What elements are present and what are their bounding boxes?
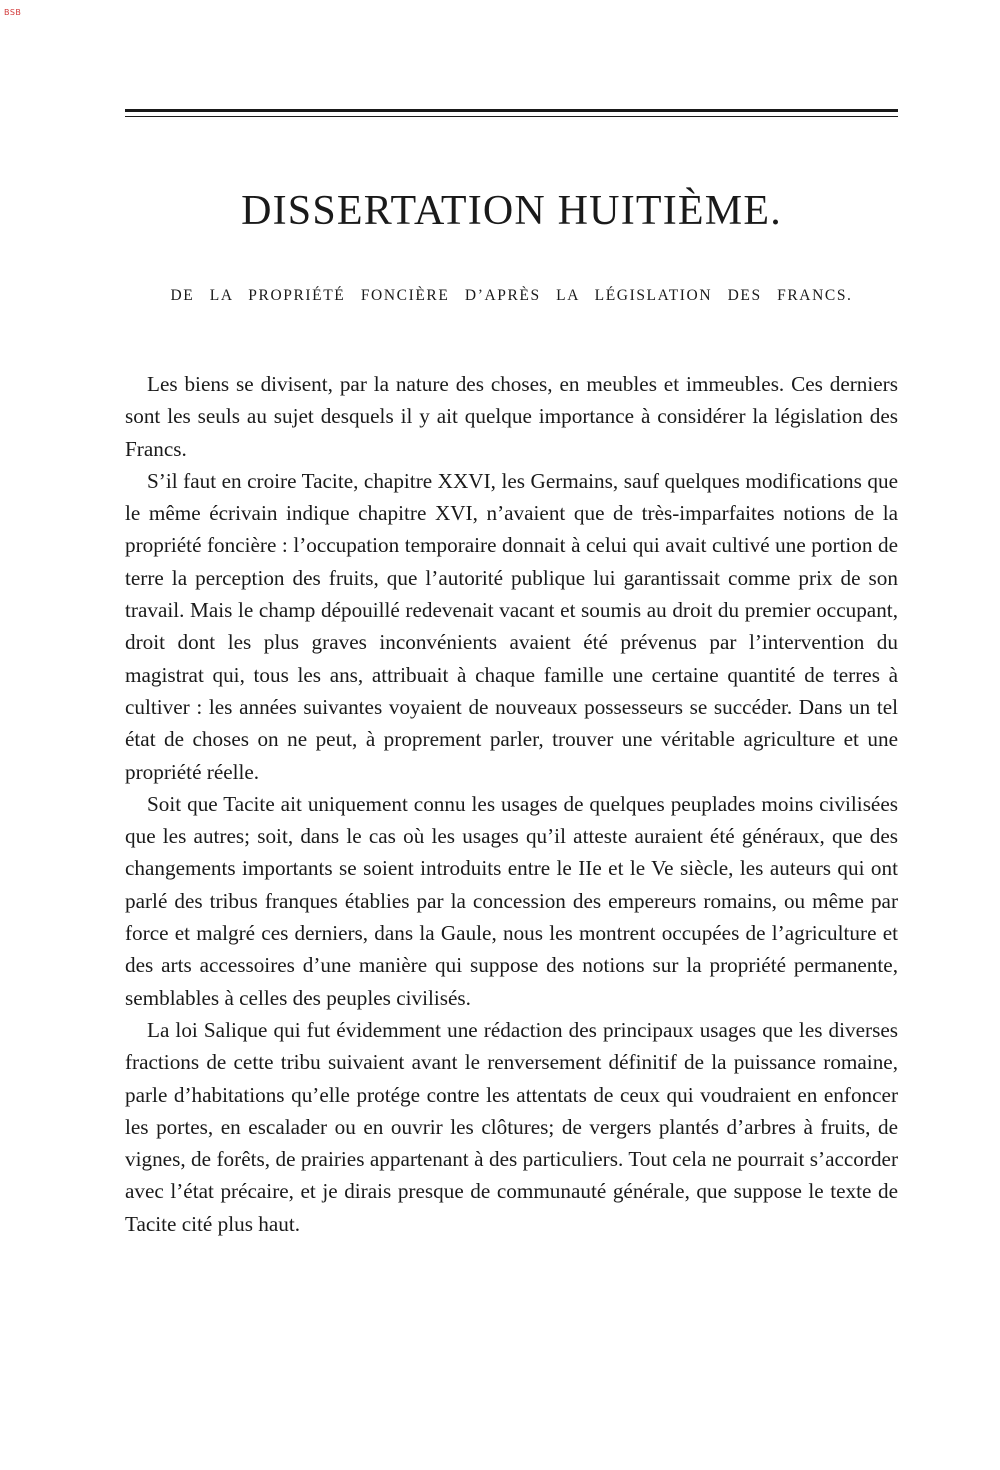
header-rule-thin	[125, 116, 898, 117]
page-title: DISSERTATION HUITIÈME.	[241, 188, 782, 234]
paragraph-2: S’il faut en croire Tacite, chapitre XXVI, les Germains, sauf quelques modifications que le même écrivain indique chapitre XVI, n’avaient que de très-imparfaites notions de la propriété foncière : l’occupation temporaire donnait à celui qui avait cultivé une portion de terre la perception des fruits, que l’autorité publique lui garantissait comme prix de son travail. Mais le champ dépouillé redevenait vacant et soumis au droit du premier occupant, droit dont les plus graves inconvénients avaient été prévenus par l’intervention du magistrat qui, tous les ans, attribuait à chaque famille une certaine quantité de terres à cultiver : les années suivantes voyaient de nouveaux possesseurs se succéder. Dans un tel état de choses on ne peut, à proprement parler, trouver une véritable agriculture et une propriété réelle.	[125, 468, 898, 784]
header-rule-thick	[125, 109, 898, 112]
library-stamp: BSB	[4, 8, 22, 17]
paragraph-1: Les biens se divisent, par la nature des choses, en meubles et immeubles. Ces derniers sont les seuls au sujet desquels il y ait quelque importance à considérer la législation des Francs.	[125, 372, 898, 461]
body-text	[125, 368, 898, 1240]
paragraph-4: La loi Salique qui fut évidemment une rédaction des principaux usages que les diverses fractions de cette tribu suivaient avant le renversement définitif de la puissance romaine, parle d’habitations qu’elle protége contre les attentats de ceux qui voudraient en enfoncer les portes, en escalader ou en ouvrir les clôtures; de vergers plantés d’arbres à fruits, de vignes, de forêts, de prairies appartenant à des particuliers. Tout cela ne pourrait s’accorder avec l’état précaire, et je dirais presque de communauté générale, que suppose le texte de Tacite cité plus haut.	[125, 1017, 898, 1236]
page-subtitle: DE LA PROPRIÉTÉ FONCIÈRE D’APRÈS LA LÉGISLATION DES FRANCS.	[170, 287, 853, 304]
paragraph-3: Soit que Tacite ait uniquement connu les usages de quelques peuplades moins civilisées que les autres; soit, dans le cas où les usages qu’il atteste auraient été généraux, que des changements importants se soient introduits entre le IIe et le Ve siècle, les auteurs qui ont parlé des tribus franques établies par la concession des empereurs romains, ou même par force et malgré ces derniers, dans la Gaule, nous les montrent occupées de l’agriculture et des arts accessoires d’une manière qui suppose des notions sur la propriété permanente, semblables à celles des peuples civilisés.	[125, 791, 898, 1010]
